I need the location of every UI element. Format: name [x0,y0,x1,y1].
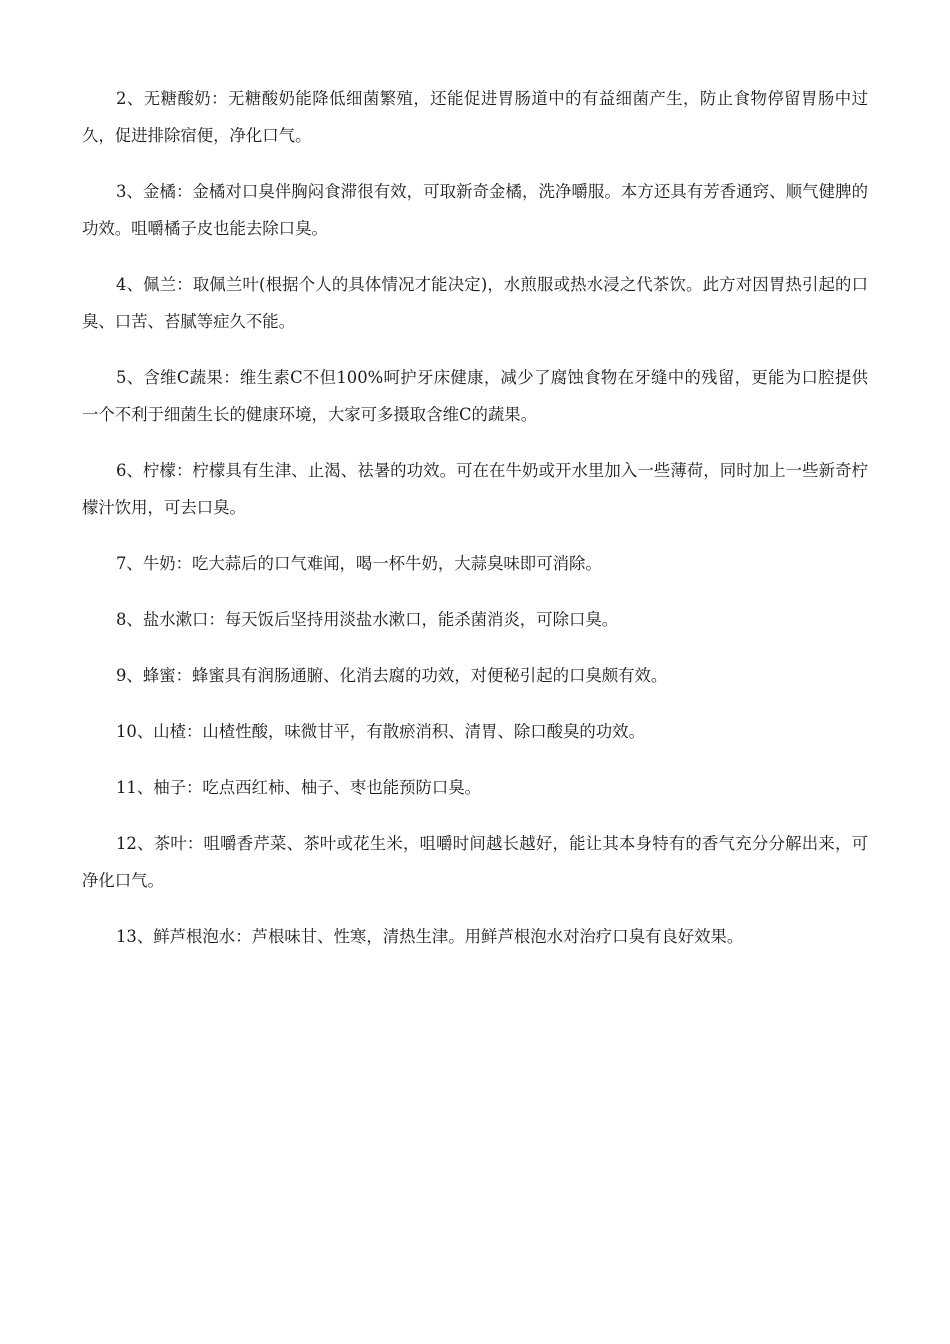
paragraph-item-6: 6、柠檬：柠檬具有生津、止渴、祛暑的功效。可在在牛奶或开水里加入一些薄荷，同时加上一些新奇柠檬汁饮用，可去口臭。 [82,461,868,517]
paragraph-item-13: 13、鲜芦根泡水：芦根味甘、性寒，清热生津。用鲜芦根泡水对治疗口臭有良好效果。 [116,927,744,946]
paragraph-item-3: 3、金橘：金橘对口臭伴胸闷食滞很有效，可取新奇金橘，洗净嚼服。本方还具有芳香通窍、顺气健脾的功效。咀嚼橘子皮也能去除口臭。 [82,182,868,238]
paragraph-item-12: 12、茶叶：咀嚼香芹菜、茶叶或花生米，咀嚼时间越长越好，能让其本身特有的香气充分分解出来，可净化口气。 [82,834,868,890]
paragraph-item-11: 11、柚子：吃点西红柿、柚子、枣也能预防口臭。 [116,778,482,797]
paragraph-item-2: 2、无糖酸奶：无糖酸奶能降低细菌繁殖，还能促进胃肠道中的有益细菌产生，防止食物停留胃肠中过久，促进排除宿便，净化口气。 [82,89,868,145]
paragraph-item-7: 7、牛奶：吃大蒜后的口气难闻，喝一杯牛奶，大蒜臭味即可消除。 [116,554,602,573]
paragraph-item-5: 5、含维C蔬果：维生素C不但100%呵护牙床健康，减少了腐蚀食物在牙缝中的残留，更能为口腔提供一个不利于细菌生长的健康环境，大家可多摄取含维C的蔬果。 [82,368,868,424]
paragraph-item-8: 8、盐水漱口：每天饭后坚持用淡盐水漱口，能杀菌消炎，可除口臭。 [116,610,619,629]
document-body [82,80,868,974]
paragraph-item-10: 10、山楂：山楂性酸，味微甘平，有散瘀消积、清胃、除口酸臭的功效。 [116,722,645,741]
paragraph-item-4: 4、佩兰：取佩兰叶(根据个人的具体情况才能决定)，水煎服或热水浸之代茶饮。此方对因胃热引起的口臭、口苦、苔腻等症久不能。 [82,275,868,331]
paragraph-item-9: 9、蜂蜜：蜂蜜具有润肠通腑、化消去腐的功效，对便秘引起的口臭颇有效。 [116,666,668,685]
